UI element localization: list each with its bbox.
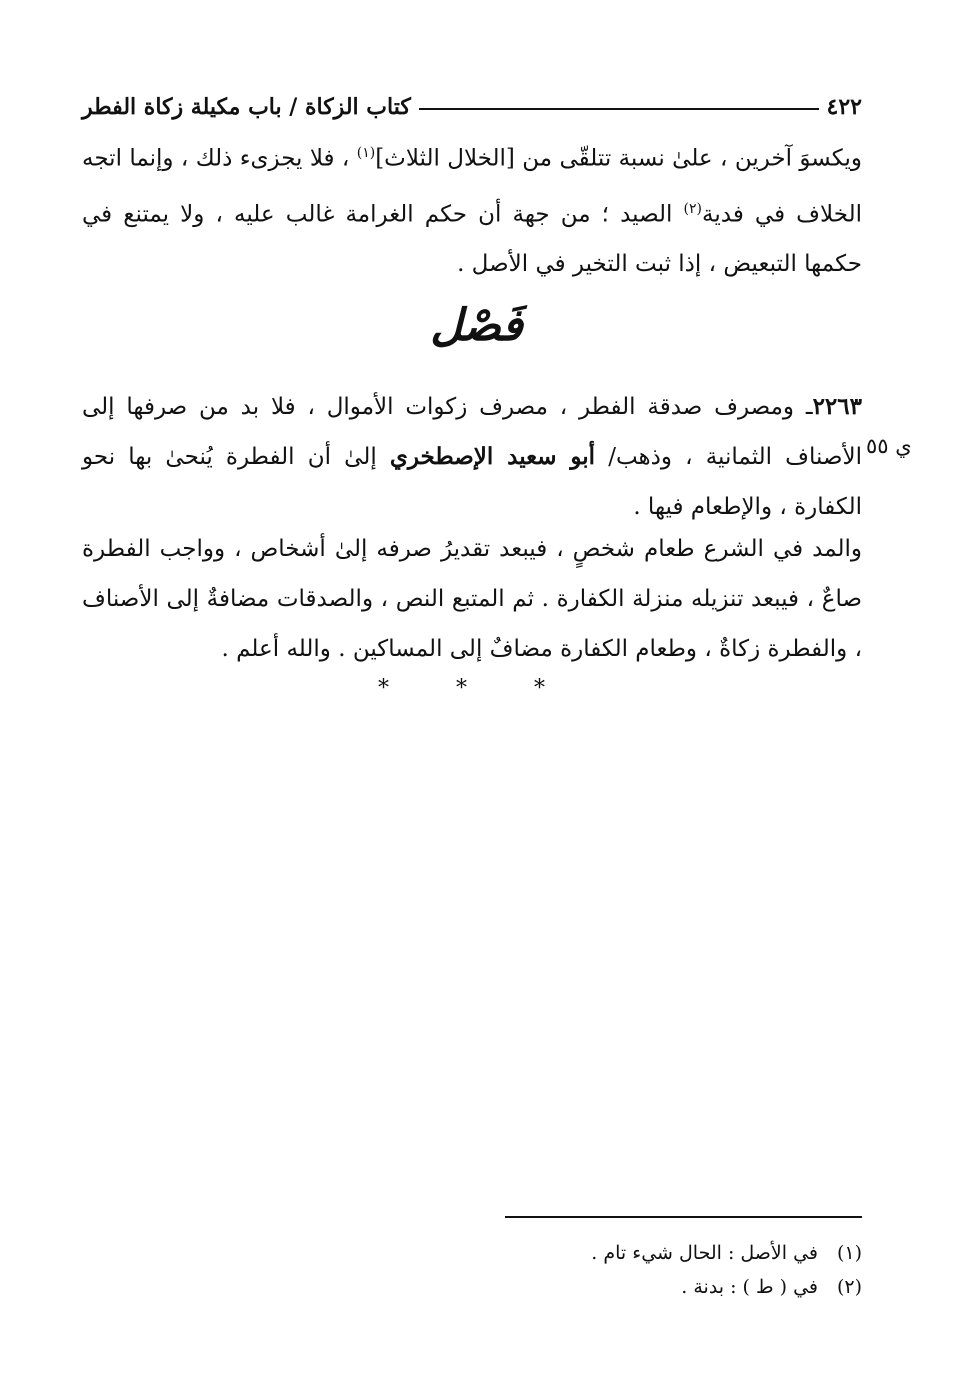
footnotes — [400, 1236, 862, 1304]
footnote-number: (١) — [836, 1242, 862, 1264]
running-header — [82, 80, 862, 120]
paragraph-2 — [82, 382, 862, 532]
manuscript-margin-note: ي ٥٥ — [866, 434, 912, 458]
footnote-divider — [505, 1216, 862, 1218]
paragraph-2-part-b: إلىٰ أن الفطرة يُنحىٰ بها نحو الكفارة ، والإطعام فيها . — [82, 444, 862, 520]
footnote-1 — [400, 1236, 862, 1270]
chapter-title: كتاب الزكاة / باب مكيلة زكاة الفطر — [82, 94, 411, 120]
paragraph-1-part-b: ، فلا يجزىء ذلك ، وإنما اتجه الخلاف في فدية — [82, 145, 862, 228]
footnote-text: في ( ط ) : بدنة . — [681, 1276, 818, 1298]
footnote-ref-2: (٢) — [683, 200, 703, 217]
footnote-text: في الأصل : الحال شيء تام . — [591, 1242, 818, 1264]
footnote-ref-1: (١) — [356, 145, 376, 161]
paragraph-1-part-a: ويكسوَ آخرين ، علىٰ نسبة تتلقّى من [الخلال الثلاث] — [375, 145, 863, 172]
paragraph-1 — [82, 128, 862, 289]
section-separator: * * * — [378, 676, 575, 701]
page-number: ٤٢٢ — [826, 94, 862, 120]
paragraph-3: والمد في الشرع طعام شخصٍ ، فيبعد تقديرُ صرفه إلىٰ أشخاص ، وواجب الفطرة صاعٌ ، فيبعد تنزيله منزلة الكفارة . ثم المتبع النص ، والصدقات مضافةٌ إلى الأصناف ، والفطرة زكاةٌ ، وطعام الكفارة مضافٌ إلى المساكين . والله أعلم . — [82, 536, 862, 662]
paragraph-2-part-a: ـ ومصرف صدقة الفطر ، مصرف زكوات الأموال ، فلا بد من صرفها إلى الأصناف الثمانية ، وذهب/ — [82, 394, 863, 470]
cited-scholar-name: أبو سعيد الإصطخري — [389, 443, 596, 470]
section-heading: فَصْل — [430, 300, 523, 351]
footnote-number: (٢) — [836, 1276, 862, 1298]
paragraph-1-part-c: الصيد ؛ من جهة أن حكم الغرامة غالب عليه ، ولا يمتنع في حكمها التبعيض ، إذا ثبت التخير في الأصل . — [82, 201, 862, 278]
paragraph-number: ٢٢٦٣ — [812, 393, 862, 420]
footnote-2 — [400, 1270, 862, 1304]
header-rule — [419, 108, 819, 110]
